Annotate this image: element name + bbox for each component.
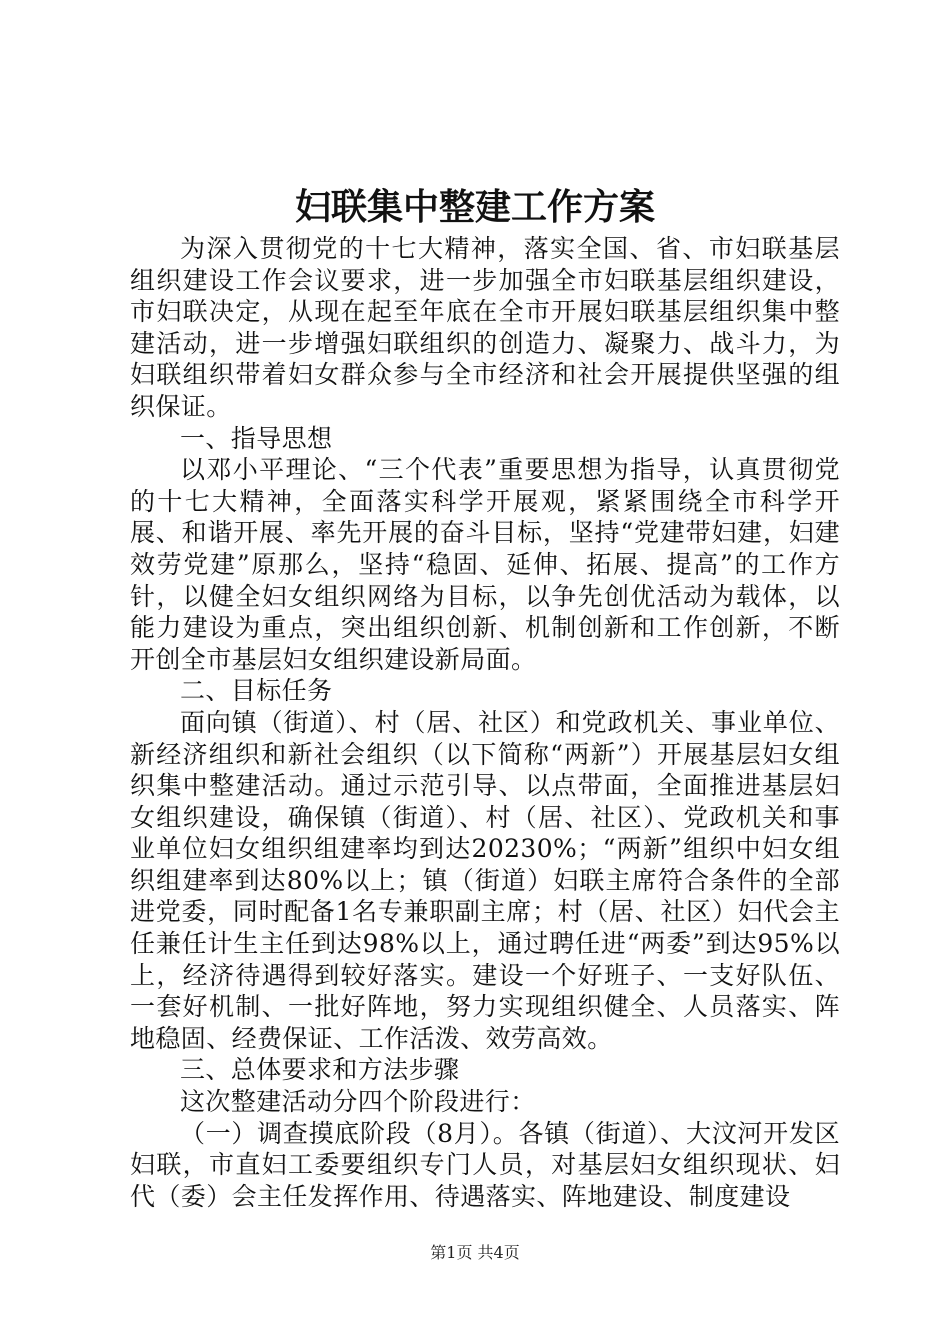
guiding-ideology-paragraph: 以邓小平理论、“三个代表”重要思想为指导，认真贯彻党的十七大精神，全面落实科学开展观，紧紧围绕全市科学开展、和谐开展、率先开展的奋斗目标，坚持“党建带妇建，妇建效劳党建”原那么，坚持“稳固、延伸、拓展、提高”的工作方针，以健全妇女组织网络为目标，以争先创优活动为载体，以能力建设为重点，突出组织创新、机制创新和工作创新，不断开创全市基层妇女组织建设新局面。 bbox=[130, 455, 840, 674]
stages-intro-paragraph: 这次整建活动分四个阶段进行： bbox=[180, 1087, 536, 1117]
document-title: 妇联集中整建工作方案 bbox=[294, 186, 655, 228]
section-heading-guiding-ideology: 一、指导思想 bbox=[180, 423, 333, 453]
section-heading-goals: 二、目标任务 bbox=[180, 676, 333, 706]
page-footer: 第1页 共4页 bbox=[430, 1243, 520, 1262]
goals-paragraph: 面向镇（街道）、村（居、社区）和党政机关、事业单位、新经济组织和新社会组织（以下简称“两新”）开展基层妇女组织集中整建活动。通过示范引导、以点带面，全面推进基层妇女组织建设，确保镇（街道）、村（居、社区）、党政机关和事业单位妇女组织组建率均到达20230%；“两新”组织中妇女组织组建率到达80%以上；镇（街道）妇联主席符合条件的全部进党委，同时配备1名专兼职副主席；村（居、社区）妇代会主任兼任计生主任到达98%以上，通过聘任进“两委”到达95%以上，经济待遇得到较好落实。建设一个好班子、一支好队伍、一套好机制、一批好阵地，努力实现组织健全、人员落实、阵地稳固、经费保证、工作活泼、效劳高效。 bbox=[130, 707, 840, 1053]
section-heading-requirements: 三、总体要求和方法步骤 bbox=[180, 1055, 460, 1085]
intro-paragraph: 为深入贯彻党的十七大精神，落实全国、省、市妇联基层组织建设工作会议要求，进一步加强全市妇联基层组织建设，市妇联决定，从现在起至年底在全市开展妇联基层组织集中整建活动，进一步增强妇联组织的创造力、凝聚力、战斗力，为妇联组织带着妇女群众参与全市经济和社会开展提供坚强的组织保证。 bbox=[130, 234, 840, 421]
stage-one-paragraph: （一）调查摸底阶段（8月）。各镇（街道）、大汶河开发区妇联，市直妇工委要组织专门人员，对基层妇女组织现状、妇代（委）会主任发挥作用、待遇落实、阵地建设、制度建设 bbox=[130, 1118, 840, 1211]
document-body bbox=[130, 233, 840, 1212]
